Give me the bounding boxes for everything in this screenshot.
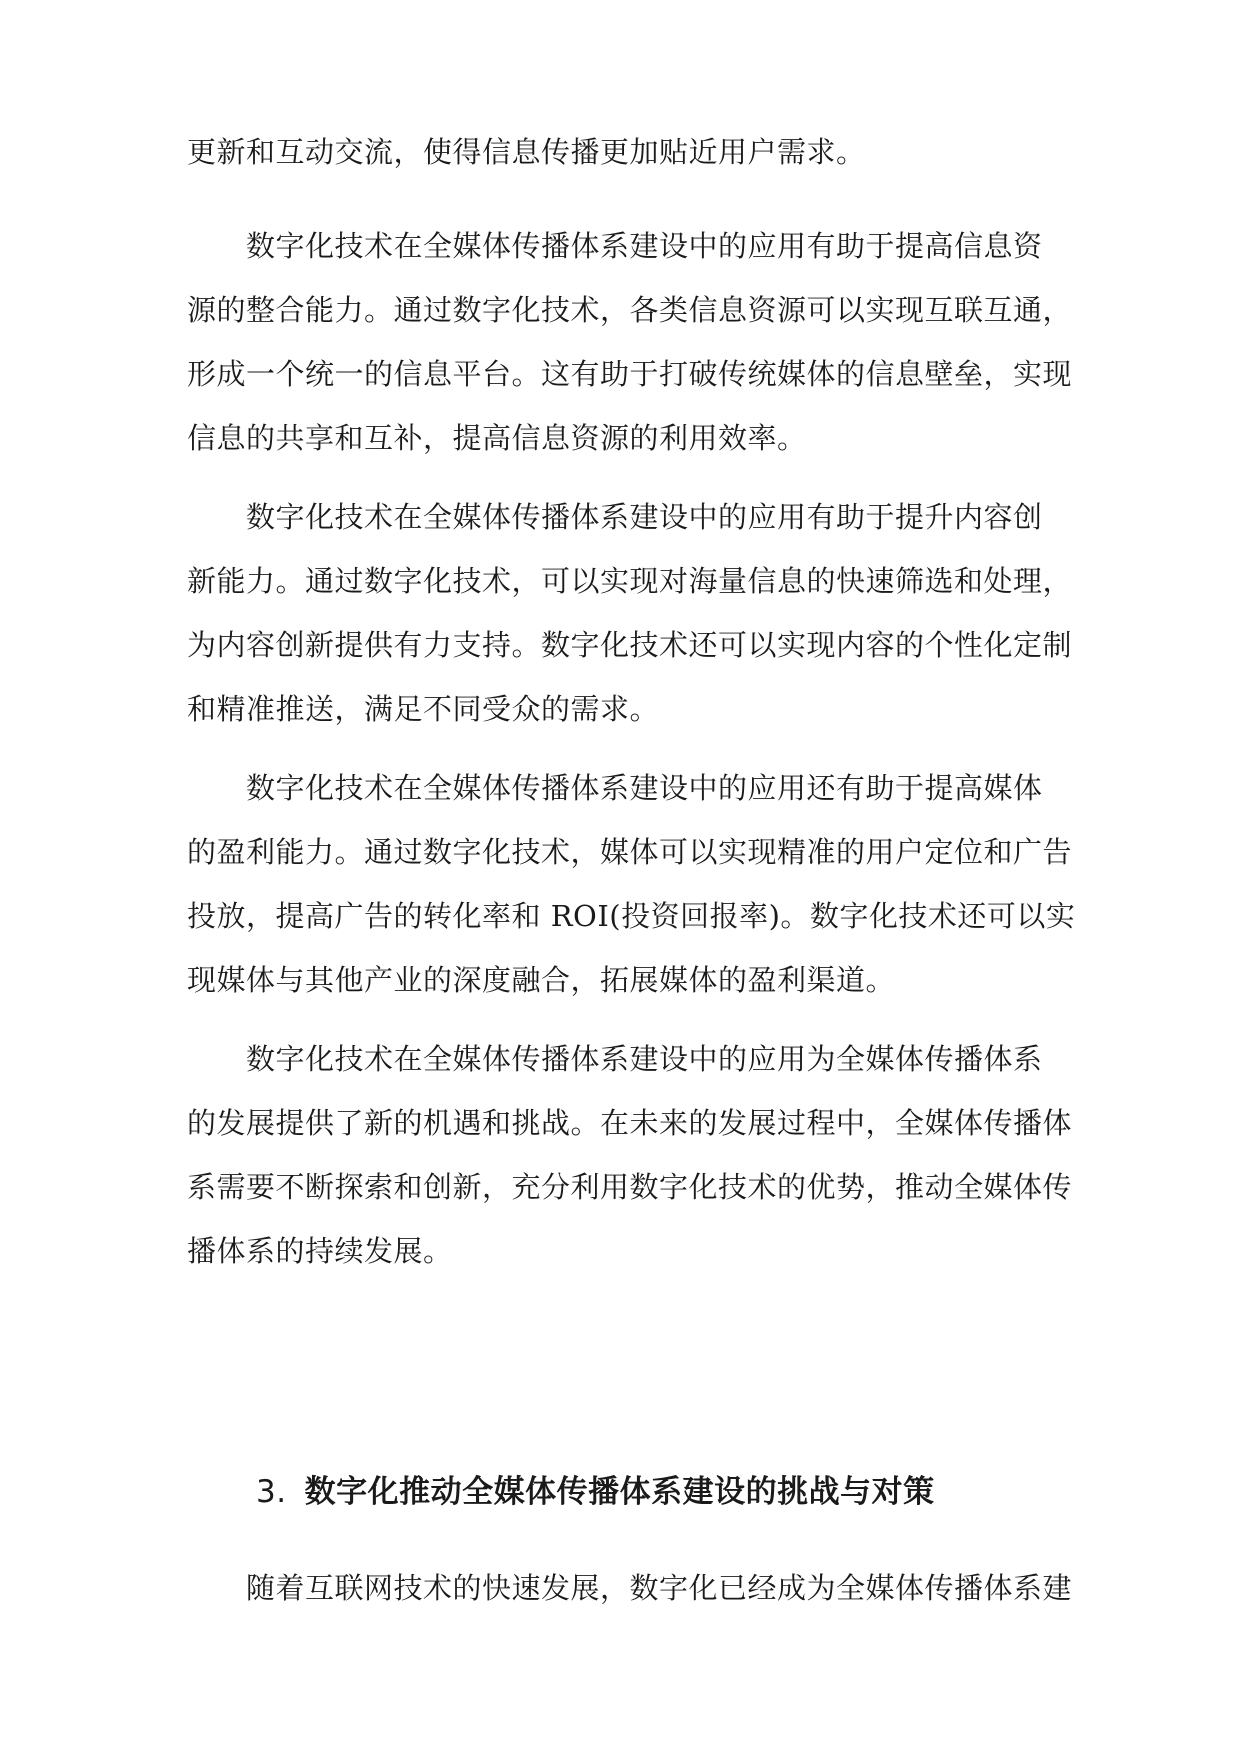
paragraph-line: 更新和互动交流，使得信息传播更加贴近用户需求。 [187, 135, 866, 169]
paragraph-line: 和精准推送，满足不同受众的需求。 [187, 692, 660, 726]
paragraph-line: 随着互联网技术的快速发展，数字化已经成为全媒体传播体系建 [246, 1571, 1073, 1605]
paragraph-line: 的发展提供了新的机遇和挑战。在未来的发展过程中，全媒体传播体 [187, 1106, 1073, 1140]
paragraph-line: 信息的共享和互补，提高信息资源的利用效率。 [187, 421, 807, 455]
paragraph-line: 系需要不断探索和创新，充分利用数字化技术的优势，推动全媒体传 [187, 1170, 1073, 1204]
paragraph-line: 数字化技术在全媒体传播体系建设中的应用有助于提升内容创 [246, 500, 1043, 534]
section-title: 数字化推动全媒体传播体系建设的挑战与对策 [304, 1474, 935, 1510]
paragraph-line: 的盈利能力。通过数字化技术，媒体可以实现精准的用户定位和广告 [187, 835, 1073, 869]
paragraph-line: 数字化技术在全媒体传播体系建设中的应用还有助于提高媒体 [246, 771, 1043, 805]
paragraph-line: 形成一个统一的信息平台。这有助于打破传统媒体的信息壁垒，实现 [187, 357, 1073, 391]
paragraph-line: 投放，提高广告的转化率和 ROI(投资回报率)。数字化技术还可以实 [187, 899, 1076, 933]
section-heading [256, 1470, 935, 1514]
paragraph-line: 现媒体与其他产业的深度融合，拓展媒体的盈利渠道。 [187, 963, 896, 997]
paragraph-line: 数字化技术在全媒体传播体系建设中的应用有助于提高信息资 [246, 229, 1043, 263]
paragraph-line: 为内容创新提供有力支持。数字化技术还可以实现内容的个性化定制 [187, 628, 1073, 662]
paragraph-line: 源的整合能力。通过数字化技术，各类信息资源可以实现互联互通， [187, 293, 1073, 327]
section-number: 3. [256, 1474, 287, 1510]
paragraph-line: 播体系的持续发展。 [187, 1234, 453, 1268]
paragraph-line: 新能力。通过数字化技术，可以实现对海量信息的快速筛选和处理， [187, 564, 1073, 598]
paragraph-line: 数字化技术在全媒体传播体系建设中的应用为全媒体传播体系 [246, 1042, 1043, 1076]
